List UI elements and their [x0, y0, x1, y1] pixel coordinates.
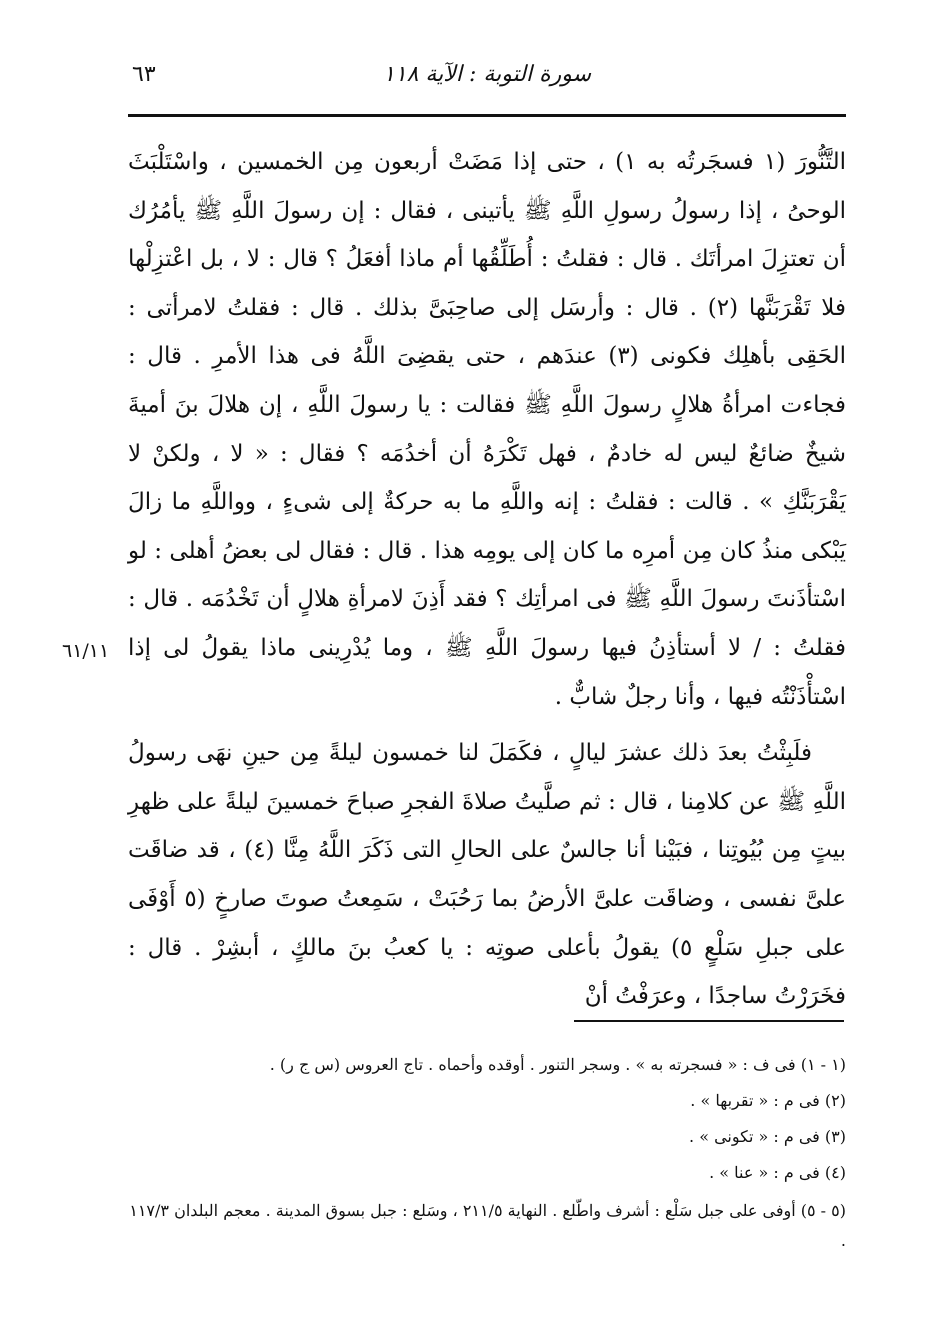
- footnote-5: (٥ - ٥) أوفى على جبل سَلْع : أشرف واطّلع . النهاية ٢١١/٥ ، وسَلع : جبل بسوق المدينة . معجم البلدان ١١٧/٣ .: [129, 1201, 846, 1250]
- footnote-2: (٢) فى م : « تقربها » .: [690, 1091, 846, 1110]
- main-text: [128, 138, 846, 1021]
- footnote-4: (٤) فى م : « عنا » .: [709, 1163, 846, 1182]
- running-title: سورة التوبة : الآية ١١٨: [382, 62, 592, 87]
- margin-reference: ٦١/١١: [62, 640, 110, 662]
- footnote-3: (٣) فى م : « تكونى » .: [689, 1127, 846, 1146]
- footnotes: [128, 1052, 846, 1256]
- paragraph-2: فلَبِثْتُ بعدَ ذلك عشرَ ليالٍ ، فكَمَلَ لنا خمسون ليلةً مِن حينِ نهَى رسولُ اللَّهِ ﷺ عن كلامِنا ، قال : ثم صلَّيتُ صلاةَ الفجرِ صباحَ خمسينَ ليلةً على ظهرِ بيتٍ مِن بُيُوتِنا ، فبَيْنا أنا جالسٌ على الحالِ التى ذَكَرَ اللَّهُ مِنَّا (٤) ، قد ضاقَت علىَّ نفسى ، وضاقَت علىَّ الأرضُ بما رَحُبَتْ ، سَمِعتُ صوتَ صارخٍ (٥ أَوْفَى على جبلِ سَلْعٍ ٥) يقولُ بأعلى صوتِه : يا كعبُ بنَ مالكٍ ، أبشِرْ . قال : فخَرَرْتُ ساجدًا ، وعرَفْتُ أنْ: [128, 740, 847, 1010]
- page-number: ٦٣: [132, 62, 156, 87]
- paragraph-1: التَّنُّورَ (١ فسجَرتُه به ١) ، حتى إذا مَضَتْ أربعون مِن الخمسين ، واسْتَلْبَثَ الوحىُ ، إذا رسولُ رسولِ اللَّهِ ﷺ يأتينى ، فقال : إن رسولَ اللَّهِ ﷺ يأمُرُك أن تعتزِلَ امرأتَك . قال : فقلتُ : أُطَلِّقُها أم ماذا أفعَلُ ؟ قال : لا ، بل اعْتزِلْها فلا تَقْرَبَنَّها (٢) . قال : وأرسَل إلى صاحِبَىَّ بذلك . قال : فقلتُ لامرأتى : الحَقِى بأهلِك فكونى (٣) عندَهم ، حتى يقضِىَ اللَّهُ فى هذا الأمرِ . قال : فجاءت امرأةُ هلالٍ رسولَ اللَّهِ ﷺ فقالت : يا رسولَ اللَّهِ ، إن هلالَ بنَ أميةَ شيخٌ ضائعٌ ليس له خادمٌ ، فهل تَكْرَهُ أن أخدُمَه ؟ فقال : « لا ، ولكنْ لا يَقْرَبَنَّكِ » . قالت : فقلتُ : إنه واللَّهِ ما به حركةٌ إلى شىءٍ ، وواللَّهِ ما زالَ يَبْكى منذُ كان مِن أمرِه ما كان إلى يومِه هذا . قال : فقال لى بعضُ أهلى : لو اسْتأذَنتَ رسولَ اللَّهِ ﷺ فى امرأتِك ؟ فقد أَذِنَ لامرأةِ هلالٍ أن تَخْدُمَه . قال : فقلتُ : / لا أستأذِنُ فيها رسولَ اللَّهِ ﷺ ، وما يُدْرِينى ماذا يقولُ لى إذا اسْتأْذَنْتُه فيها ، وأنا رجلٌ شابٌّ .: [128, 149, 846, 710]
- footnote-1: (١ - ١) فى ف : « فسجرته به » . وسجر التنور . أوقده وأحماه . تاج العروس (س ج ر) .: [269, 1055, 846, 1074]
- header-divider: [128, 114, 846, 117]
- footnote-divider: [574, 1020, 844, 1022]
- running-header: [128, 58, 846, 98]
